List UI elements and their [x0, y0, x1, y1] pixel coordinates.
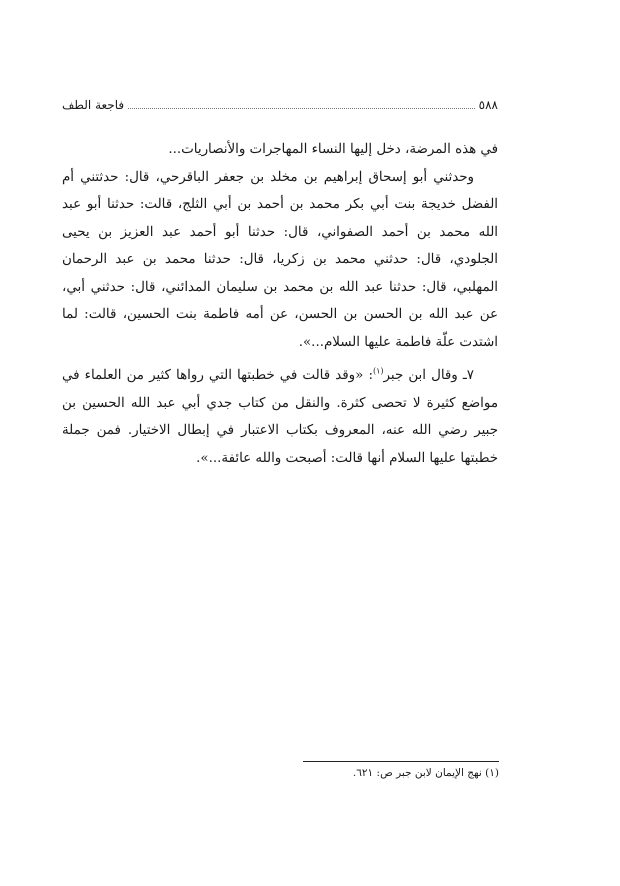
footnote-separator [303, 761, 499, 762]
page-number: ٥٨٨ [478, 98, 498, 112]
footnote-reference[interactable]: (١) [372, 366, 384, 376]
paragraph-3 [62, 362, 498, 472]
book-title: فاجعة الطف [62, 98, 125, 112]
paragraph-3-rest: : «وقد قالت في خطبتها التي رواها كثير من العلماء في مواضع كثيرة لا تحصى كثرة. والنقل من كتاب جدي أبي عبد الله الحسين بن جبير رضي الله عنه، المعروف بكتاب الاعتبار في إبطال الاختيار. فمن جملة خطبتها عليها السلام أنها قالت: أصبحت والله عائفة...». [62, 368, 498, 466]
paragraph-2: وحدثني أبو إسحاق إبراهيم بن مخلد بن جعفر الباقرحي، قال: حدثتني أم الفضل خديجة بنت أبي بكر محمد بن أحمد بن أبي الثلج، قالت: حدثنا أبو عبد الله محمد بن أحمد الصفواني، قال: حدثنا أبو أحمد عبد العزيز بن يحيى الجلودي، قال: حدثني محمد بن زكريا، قال: حدثنا محمد بن عبد الرحمان المهلبي، قال: حدثنا عبد الله بن محمد بن سليمان المدائني، قال: حدثني أبي، عن عبد الله بن الحسن بن الحسن، عن أمه فاطمة بنت الحسين، قالت: لما اشتدت علّة فاطمة عليها السلام...». [62, 169, 498, 350]
paragraph-1: في هذه المرضة، دخل إليها النساء المهاجرات والأنصاريات... [168, 142, 498, 157]
footnote: (١) نهج الإيمان لابن جبر ص: ٦٢١. [352, 767, 499, 779]
main-text [62, 136, 498, 472]
header-dot-leader [128, 107, 475, 109]
running-header [62, 95, 498, 115]
paragraph-3-start: ٧ـ وقال ابن جبر [383, 368, 474, 383]
